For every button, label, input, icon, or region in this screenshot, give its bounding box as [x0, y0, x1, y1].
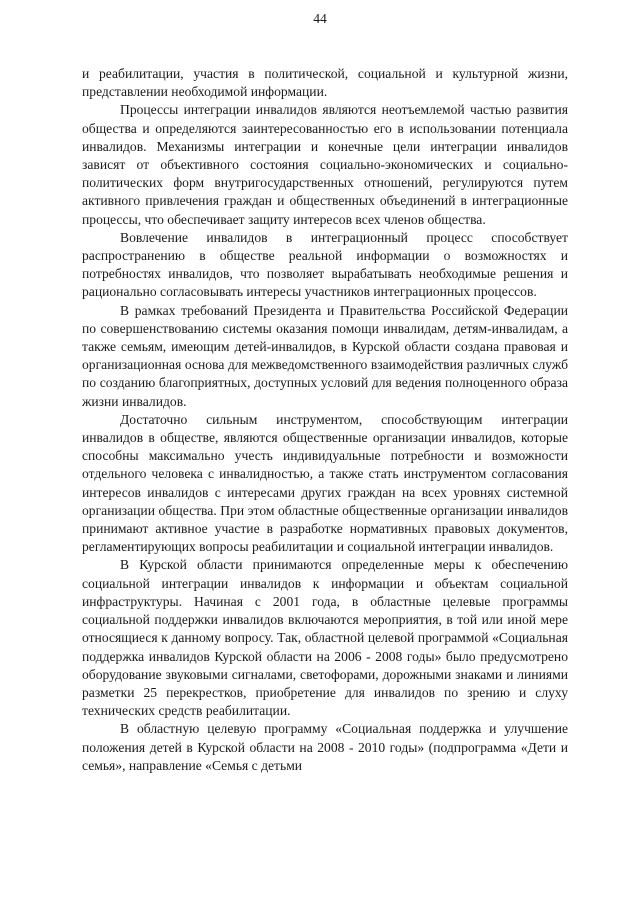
- paragraph-public-organizations: Достаточно сильным инструментом, способствующим интеграции инвалидов в обществе, являются общественные организации инвалидов, которые способны максимально учесть индивидуальные потребности и возможности отдельного человека с инвалидностью, а также стать инструментом согласования интересов инвалидов с интересами других граждан на всех уровнях системной организации общества. При этом областные общественные организации инвалидов принимают активное участие в разработке нормативных правовых документов, регламентирующих вопросы реабилитации и социальной интеграции инвалидов.: [82, 411, 568, 555]
- paragraph-integration-processes: Процессы интеграции инвалидов являются неотъемлемой частью развития общества и определяются заинтересованностью его в использовании потенциала инвалидов. Механизмы интеграции и конечные цели интеграции инвалидов зависят от объективного состояния социально-экономических и социально-политических форм внутригосударственных отношений, регулируются путем активного привлечения граждан и общественных объединений в интеграционные процессы, что обеспечивает защиту интересов всех членов общества.: [82, 102, 568, 227]
- paragraph-government-requirements: В рамках требований Президента и Правительства Российской Федерации по совершенствованию системы оказания помощи инвалидам, детям-инвалидам, а также семьям, имеющим детей-инвалидов, в Курской области создана правовая и организационная основа для межведомственного взаимодействия различных служб по созданию благоприятных, доступных условий для ведения полноценного образа жизни инвалидов.: [82, 302, 568, 409]
- paragraph-kursk-measures: В Курской области принимаются определенные меры к обеспечению социальной интеграции инвалидов к информации и объектам социальной инфраструктуры. Начиная с 2001 года, в областные целевые программы социальной поддержки инвалидов включаются мероприятия, в той или иной мере относящиеся к данному вопросу. Так, областной целевой программой «Социальная поддержка инвалидов Курской области на 2006 - 2008 годы» было предусмотрено оборудование звуковыми сигналами, светофорами, дорожными знаками и линиями разметки 25 перекрестков, приобретение для инвалидов по зрению и слуху технических средств реабилитации.: [82, 557, 568, 719]
- paragraph-continuation: и реабилитации, участия в политической, социальной и культурной жизни, представлении необходимой информации.: [82, 66, 568, 100]
- paragraph-involvement: Вовлечение инвалидов в интеграционный процесс способствует распространению в обществе реальной информации о возможностях и потребностях инвалидов, что позволяет вырабатывать необходимые решения и рационально согласовывать интересы участников интеграционных процессов.: [82, 229, 568, 300]
- paragraph-target-program: В областную целевую программу «Социальная поддержка и улучшение положения детей в Курской области на 2008 - 2010 годы» (подпрограмма «Дети и семья», направление «Семья с детьми: [82, 721, 568, 773]
- page-number: 44: [313, 11, 327, 26]
- page-body: [82, 65, 568, 775]
